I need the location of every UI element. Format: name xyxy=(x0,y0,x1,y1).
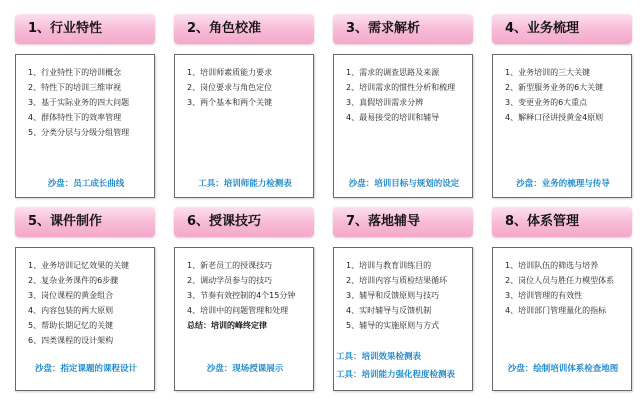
item-list xyxy=(493,55,631,125)
list-item: 1、培训与教育训练目的 xyxy=(346,261,432,270)
list-item: 4、解释口径讲授黄金4原则 xyxy=(505,113,604,122)
card-title: 7、落地辅导 xyxy=(333,207,473,237)
list-item: 1、业务培训的三大关键 xyxy=(505,68,591,77)
item-list xyxy=(175,55,313,110)
list-item: 3、真假培训需求分辨 xyxy=(346,98,424,107)
card-role-calibration xyxy=(174,14,314,189)
list-item: 3、基于实际业务的四大问题 xyxy=(28,98,130,107)
list-item: 1、业务培训记忆效果的关键 xyxy=(28,261,130,270)
card-body xyxy=(492,247,632,391)
list-item: 5、分类分层与分级分组管理 xyxy=(28,128,130,137)
list-item: 3、培训管理的有效性 xyxy=(505,291,583,300)
card-title: 5、课件制作 xyxy=(15,207,155,237)
card-footer: 沙盘：指定课题的课程设计 xyxy=(34,364,137,374)
card-footer: 工具：培训能力强化程度检测表 xyxy=(336,370,456,380)
list-item: 4、群体特性下的效率管理 xyxy=(28,113,122,122)
list-item: 4、培训中的问题管理和处理 xyxy=(187,306,289,315)
list-item: 4、培训部门管理量化的指标 xyxy=(505,306,607,315)
list-item: 3、变更业务的6大重点 xyxy=(505,98,588,107)
item-list xyxy=(16,248,154,348)
card-footer: 工具：培训效果检测表 xyxy=(336,352,422,362)
list-item: 3、岗位课程的黄金组合 xyxy=(28,291,114,300)
list-item: 2、调动学员参与的技巧 xyxy=(187,276,273,285)
list-item: 5、辅导的实施原则与方式 xyxy=(346,321,440,330)
list-item: 3、辅导和反馈原则与技巧 xyxy=(346,291,440,300)
card-footer: 沙盘：员工成长曲线 xyxy=(47,179,125,189)
list-item: 4、实时辅导与反馈机制 xyxy=(346,306,432,315)
item-list xyxy=(16,55,154,140)
card-title: 1、行业特性 xyxy=(15,14,155,44)
list-item: 2、岗位要求与角色定位 xyxy=(187,83,273,92)
item-list xyxy=(334,55,472,125)
list-item: 6、四类课程的设计架构 xyxy=(28,336,114,345)
item-list xyxy=(175,248,313,318)
card-body xyxy=(333,54,473,198)
card-summary: 总结：培训的峰终定律 xyxy=(187,321,267,330)
list-item: 2、复杂业务课件的6步骤 xyxy=(28,276,119,285)
item-list xyxy=(334,248,472,333)
card-title: 8、体系管理 xyxy=(492,207,632,237)
list-item: 2、新型服务业务的6大关键 xyxy=(505,83,604,92)
card-industry-characteristics xyxy=(15,14,155,189)
card-footer: 沙盘：绘制培训体系检查地图 xyxy=(507,364,619,374)
card-teaching-skills xyxy=(174,207,314,379)
card-courseware-production xyxy=(15,207,155,379)
list-item: 1、需求的调查思路及来源 xyxy=(346,68,440,77)
card-body xyxy=(492,54,632,198)
list-item: 3、节奏有效控制的4个15分钟 xyxy=(187,291,296,300)
item-list xyxy=(493,248,631,318)
list-item: 1、培训队伍的筛选与培养 xyxy=(505,261,599,270)
card-title: 3、需求解析 xyxy=(333,14,473,44)
list-item: 1、行业特性下的培训概念 xyxy=(28,68,122,77)
list-item: 2、岗位人员与胜任力模型体系 xyxy=(505,276,615,285)
list-item: 3、两个基本和两个关键 xyxy=(187,98,273,107)
card-footer: 沙盘：业务的梳理与传导 xyxy=(516,179,610,189)
list-item: 1、培训师素质能力要求 xyxy=(187,68,273,77)
card-body xyxy=(15,247,155,391)
card-implementation-coaching xyxy=(333,207,473,379)
list-item: 5、帮助长期记忆的关键 xyxy=(28,321,114,330)
list-item: 1、新老员工的授课技巧 xyxy=(187,261,273,270)
list-item: 2、特性下的培训三维审视 xyxy=(28,83,122,92)
list-item: 4、内容包装的两大原则 xyxy=(28,306,114,315)
card-system-management xyxy=(492,207,632,379)
card-footer: 沙盘：现场授课展示 xyxy=(206,364,284,374)
list-item: 2、培训内容与质检结果循环 xyxy=(346,276,448,285)
list-item: 4、最易接受的培训和辅导 xyxy=(346,113,440,122)
card-body xyxy=(174,54,314,198)
card-footer: 工具：培训师能力检测表 xyxy=(198,179,292,189)
card-needs-analysis xyxy=(333,14,473,189)
card-body xyxy=(333,247,473,391)
card-title: 2、角色校准 xyxy=(174,14,314,44)
list-item: 2、培训需求的惯性分析和梳理 xyxy=(346,83,456,92)
card-title: 6、授课技巧 xyxy=(174,207,314,237)
card-footer: 沙盘：培训目标与规划的设定 xyxy=(348,179,460,189)
card-body xyxy=(174,247,314,391)
card-business-review xyxy=(492,14,632,189)
card-title: 4、业务梳理 xyxy=(492,14,632,44)
card-body xyxy=(15,54,155,198)
